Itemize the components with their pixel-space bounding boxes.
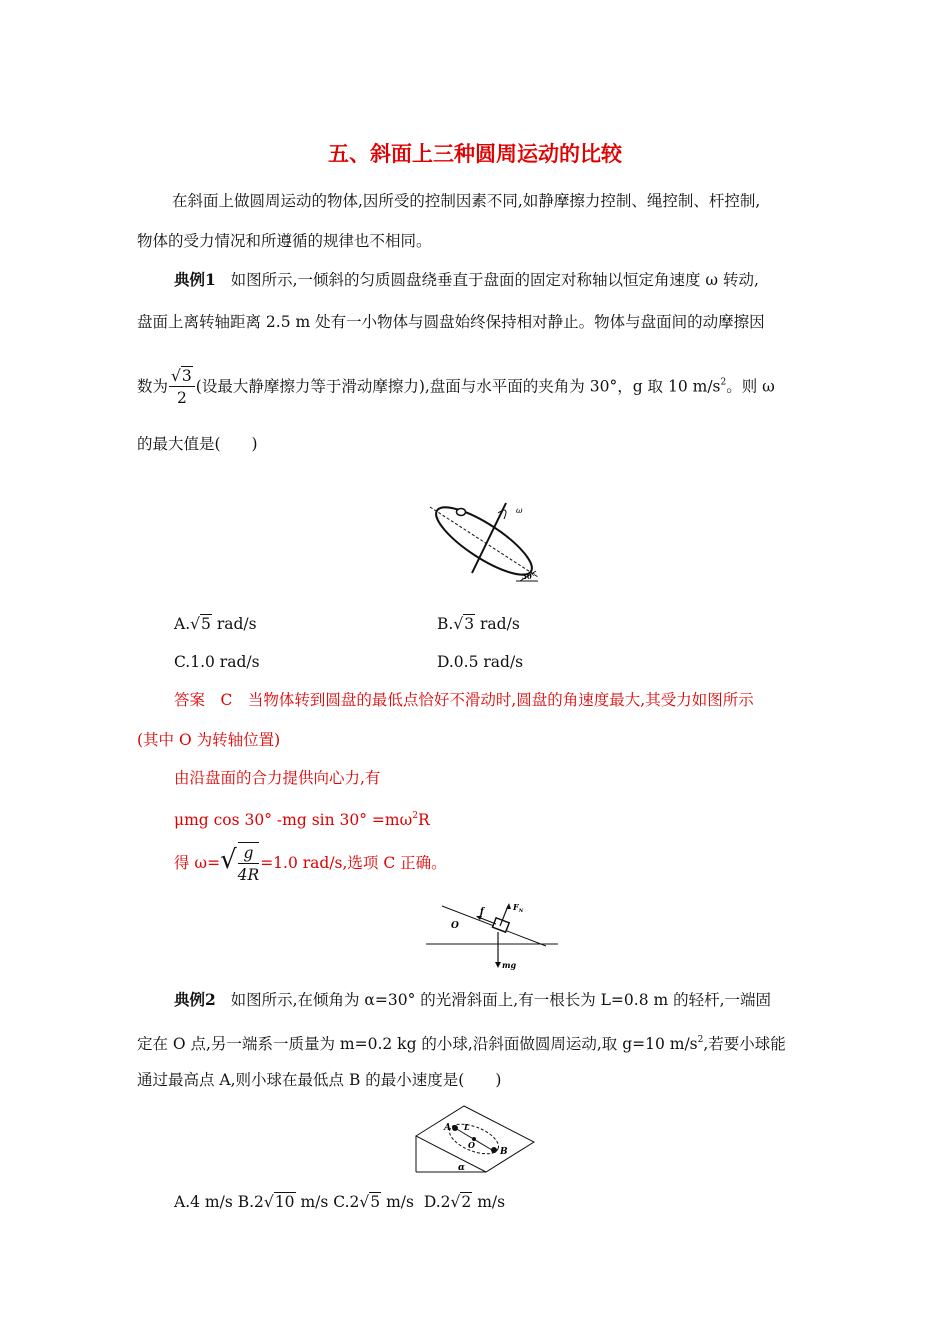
l-label: L [464, 1122, 470, 1132]
answer1-result [174, 842, 447, 886]
option-c-unit: m/s [381, 1193, 414, 1211]
sqrt-icon: √ [450, 1193, 461, 1211]
sqrt-icon: √ [220, 845, 237, 875]
option-d-unit: m/s [472, 1193, 506, 1211]
example2-option-a[interactable]: A.4 m/s [174, 1193, 233, 1211]
fn-label: $F_N$ [513, 902, 524, 914]
option-a-radicand: 5 [201, 615, 211, 633]
example2-text-2b: ,若要小球能 [703, 1035, 786, 1053]
example1-line-3 [137, 366, 775, 409]
example1-text-1: 如图所示,一倾斜的匀质圆盘绕垂直于盘面的固定对称轴以恒定角速度 ω 转动, [230, 271, 759, 289]
example1-label: 典例1 [174, 270, 216, 289]
option-d-radicand: 2 [461, 1193, 472, 1211]
f-label: f [480, 907, 484, 917]
sqrt-icon: √ [453, 615, 464, 633]
option-b-unit: m/s [295, 1193, 329, 1211]
ball-a [452, 1125, 458, 1131]
example1-line-1 [174, 270, 759, 290]
example2-line-1 [174, 990, 771, 1010]
mu-fraction: $\frac{√3}{2}$ [169, 366, 195, 409]
example1-option-b[interactable] [437, 614, 520, 634]
example1-text-3a: 数为 [137, 377, 169, 396]
small-object [457, 509, 466, 516]
o-label: O [468, 1140, 475, 1150]
page-title: 五、斜面上三种圆周运动的比较 [328, 142, 622, 166]
figure-tilted-disk [420, 495, 540, 585]
result-text: =1.0 rad/s,选项 C 正确。 [260, 854, 447, 872]
option-b-unit: rad/s [475, 615, 520, 633]
option-c-radicand: 5 [370, 1193, 381, 1211]
sqrt-icon: √ [263, 1193, 274, 1211]
example2-line-2 [137, 1030, 786, 1054]
example2-option-d[interactable] [424, 1192, 505, 1211]
mu-numerator: 3 [181, 367, 192, 385]
answer1-equation [174, 806, 430, 830]
arrowhead-icon [506, 903, 511, 909]
arrowhead-icon [495, 962, 501, 968]
example2-line-3: 通过最高点 A,则小球在最低点 B 的最小速度是( ) [137, 1071, 502, 1089]
option-a-label: A. [174, 615, 191, 633]
result-prefix: 得 ω= [174, 854, 221, 872]
omega-label: ω [516, 506, 523, 515]
equation-end: R [417, 811, 430, 829]
example1-option-c[interactable]: C.1.0 rad/s [174, 653, 260, 671]
option-c-label: C.2 [333, 1193, 360, 1211]
example2-text-2a: 定在 O 点,另一端系一质量为 m=0.2 kg 的小球,沿斜面做圆周运动,取 g=10 m/s [137, 1035, 698, 1053]
equation-main: μmg cos 30° -mg sin 30° =mω [174, 811, 413, 829]
answer1-line-2: (其中 O 为转轴位置) [137, 731, 281, 749]
intro-line-2: 物体的受力情况和所遵循的规律也不相同。 [137, 232, 432, 250]
sqrt-icon: √ [359, 1193, 370, 1211]
example1-line-2: 盘面上离转轴距离 2.5 m 处有一小物体与圆盘始终保持相对静止。物体与盘面间的动摩擦因 [137, 313, 765, 331]
o-label: O [451, 921, 459, 931]
example2-option-b[interactable] [238, 1192, 329, 1211]
example2-label: 典例2 [174, 990, 216, 1009]
intro-line-1: 在斜面上做圆周运动的物体,因所受的控制因素不同,如静摩擦力控制、绳控制、杆控制, [172, 192, 761, 210]
example1-text-3c: 。则 ω [726, 377, 775, 396]
result-numerator: g [238, 843, 260, 864]
a-label: A [444, 1123, 451, 1133]
example2-text-1: 如图所示,在倾角为 α=30° 的光滑斜面上,有一根长为 L=0.8 m 的轻杆,一端固 [230, 991, 772, 1009]
angle-label: 30° [522, 572, 536, 581]
mg-label: mg [502, 960, 517, 970]
result-denominator: 4R [237, 866, 260, 884]
option-b-label: B.2 [237, 1193, 264, 1211]
exp-2: 2 [697, 1035, 704, 1045]
exp-2: 2 [720, 377, 727, 388]
figure-force-diagram [422, 898, 562, 972]
answer1-line-3: 由沿盘面的合力提供向心力,有 [174, 769, 381, 787]
equation-exp: 2 [412, 811, 418, 821]
option-d-label: D.2 [423, 1193, 451, 1211]
mu-denominator: 2 [176, 389, 187, 407]
option-a-unit: rad/s [211, 615, 257, 633]
ball-b [491, 1147, 497, 1153]
example2-options [174, 1192, 505, 1212]
example2-option-c[interactable] [333, 1192, 414, 1211]
sqrt-icon: √ [190, 615, 201, 633]
b-label: B [500, 1147, 508, 1157]
alpha-label: α [458, 1163, 465, 1173]
example1-line-4: 的最大值是( ) [137, 435, 258, 453]
option-b-radicand: 3 [464, 615, 475, 633]
figure-incline-circle [412, 1102, 538, 1180]
result-fraction [238, 842, 260, 886]
example1-option-a[interactable] [174, 614, 257, 634]
option-b-radicand: 10 [274, 1193, 295, 1211]
option-b-label: B. [437, 615, 454, 633]
example1-option-d[interactable]: D.0.5 rad/s [437, 653, 524, 671]
answer1-line-1: 答案 C 当物体转到圆盘的最低点恰好不滑动时,圆盘的角速度最大,其受力如图所示 [174, 691, 754, 709]
example1-text-3b: (设最大静摩擦力等于滑动摩擦力),盘面与水平面的夹角为 30°，g 取 10 m/s [195, 377, 721, 396]
